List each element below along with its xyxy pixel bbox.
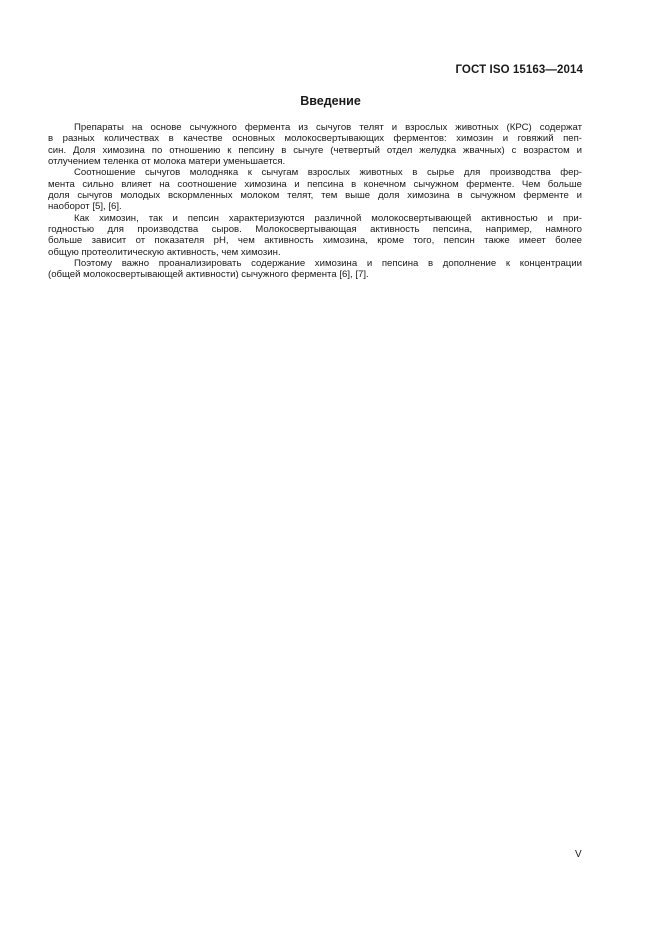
- body-text: [48, 122, 582, 281]
- paragraph-3: [48, 213, 582, 258]
- text-line: наоборот [5], [6].: [48, 201, 122, 213]
- text-line: Как химозин, так и пепсин характеризуются различной молокосвертывающей активностью и при-: [74, 212, 582, 224]
- document-code: ГОСТ ISO 15163—2014: [455, 64, 583, 76]
- text-line: больше зависит от показателя pH, чем активность химозина, кроме того, пепсин также имеет более: [48, 235, 582, 247]
- text-line: Поэтому важно проанализировать содержание химозина и пепсина в дополнение к концентрации: [74, 258, 582, 270]
- text-line: годностью для производства сыров. Молокосвертывающая активность пепсина, например, намного: [48, 224, 582, 236]
- paragraph-2: [48, 167, 582, 212]
- text-line: (общей молокосвертывающей активности) сычужного фермента [6], [7].: [48, 269, 369, 281]
- text-line: Соотношение сычугов молодняка к сычугам взрослых животных в сырье для производства фер-: [74, 167, 582, 179]
- text-line: в разных количествах в качестве основных молокосвертывающих ферментов: химозин и говяжий пеп-: [48, 133, 582, 145]
- text-line: доля сычугов молодых вскормленных молоком телят, тем выше доля химозина в сычужном ферменте и: [48, 190, 582, 202]
- text-line: Препараты на основе сычужного фермента из сычугов телят и взрослых животных (КРС) содержат: [74, 122, 582, 133]
- paragraph-1: [48, 122, 582, 167]
- section-title: Введение: [300, 94, 361, 108]
- paragraph-4: [48, 258, 582, 281]
- text-line: отлучением теленка от молока матери уменьшается.: [48, 156, 286, 168]
- text-line: син. Доля химозина по отношению к пепсину в сычуге (четвертый отдел желудка жвачных) с возрастом и: [48, 144, 582, 156]
- page-number: V: [575, 849, 582, 860]
- text-line: мента сильно влияет на соотношение химозина и пепсина в конечном сычужном ферменте. Чем больше: [48, 178, 582, 190]
- text-line: общую протеолитическую активность, чем химозин.: [48, 246, 281, 258]
